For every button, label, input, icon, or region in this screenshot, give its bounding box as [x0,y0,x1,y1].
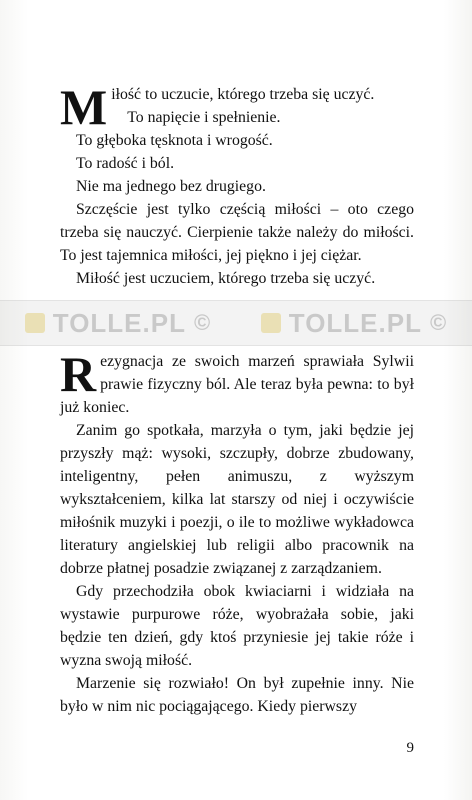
watermark-band [0,300,472,346]
watermark-left [25,308,211,339]
paragraph: Zanim go spotkała, marzyła o tym, jaki będzie jej przyszły mąż: wysoki, szczupły, dobrze zbudowany, inteligentny, pełen animuszu, z wyższym wykształceniem, kilka lat starszy od niej i oczywiście miłośnik muzyki i poezji, o ile to możliwe wykładowca literatury angielskiej lub religii albo pracownik na dobrze płatnej posadzie związanej z zarządzaniem. [60,422,414,577]
paragraph: Nie ma jednego bez drugiego. [76,178,266,195]
paragraph: To głęboka tęsknota i wrogość. [76,132,273,149]
story-section [60,346,414,718]
drop-cap: R [60,346,97,402]
paragraph: To radość i ból. [76,155,175,172]
paragraph-text: iłość to uczucie, którego trzeba się uczyć. [111,86,375,103]
paragraph: Marzenie się rozwiało! On był zupełnie inny. Nie było w nim nic pociągającego. Kiedy pierwszy [60,675,414,715]
copyright-icon: © [193,310,212,335]
paragraph: To napięcie i spełnienie. [127,109,281,126]
drop-cap: M [60,79,108,135]
watermark-logo-icon [261,313,281,333]
paragraph [60,346,414,419]
paragraph: Gdy przechodziła obok kwiaciarni i widziała na wystawie purpurowe róże, wyobrażała sobie, jaki będzie ten dzień, gdy ktoś przyniesie jej takie róże i wyzna swoją miłość. [60,583,414,669]
watermark-text: TOLLE.PL [288,307,422,338]
watermark-right [261,308,447,339]
paragraph: Miłość jest uczuciem, którego trzeba się uczyć. [76,270,376,287]
poem-section [60,79,414,290]
watermark-logo-icon [25,313,45,333]
paragraph-text: ezygnacja ze swoich marzeń sprawiała Sylwii prawie fizyczny ból. Ale teraz była pewna: to był już koniec. [60,353,414,416]
page-number: 9 [406,740,414,756]
watermark-text: TOLLE.PL [52,307,186,338]
copyright-icon: © [429,310,448,335]
paragraph: Szczęście jest tylko częścią miłości – oto czego trzeba się nauczyć. Cierpienie także należy do miłości. To jest tajemnica miłości, jej piękno i jej ciężar. [60,201,414,264]
